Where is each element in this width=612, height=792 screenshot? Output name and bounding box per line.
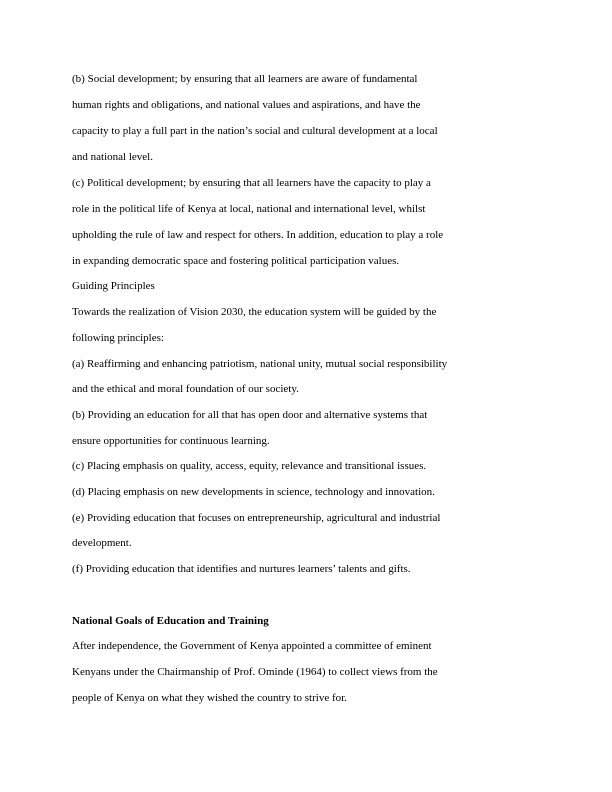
- list-item-line: (a) Reaffirming and enhancing patriotism, national unity, mutual social responsibility: [72, 358, 448, 370]
- list-item-line: (e) Providing education that focuses on entrepreneurship, agricultural and industrial: [72, 512, 441, 524]
- list-item-line: and the ethical and moral foundation of our society.: [72, 383, 299, 395]
- paragraph-line: in expanding democratic space and fostering political participation values.: [72, 255, 400, 267]
- paragraph-line: role in the political life of Kenya at local, national and international level, whilst: [72, 203, 426, 215]
- list-item-line: development.: [72, 537, 132, 549]
- list-item-line: (d) Placing emphasis on new developments in science, technology and innovation.: [72, 486, 435, 498]
- list-item-line: ensure opportunities for continuous learning.: [72, 435, 270, 447]
- paragraph-line: capacity to play a full part in the nation’s social and cultural development at a local: [72, 125, 438, 137]
- list-item-line: (b) Providing an education for all that has open door and alternative systems that: [72, 409, 428, 421]
- section-heading: Guiding Principles: [72, 280, 155, 292]
- paragraph-line: upholding the rule of law and respect for others. In addition, education to play a role: [72, 229, 444, 241]
- paragraph-line: After independence, the Government of Kenya appointed a committee of eminent: [72, 640, 432, 652]
- paragraph-line: and national level.: [72, 151, 153, 163]
- list-item-line: (f) Providing education that identifies and nurtures learners’ talents and gifts.: [72, 563, 411, 575]
- paragraph-line: Kenyans under the Chairmanship of Prof. Ominde (1964) to collect views from the: [72, 666, 438, 678]
- section-heading-bold: National Goals of Education and Training: [72, 615, 269, 627]
- paragraph-line: human rights and obligations, and national values and aspirations, and have the: [72, 99, 421, 111]
- paragraph-line: Towards the realization of Vision 2030, the education system will be guided by the: [72, 306, 437, 318]
- paragraph-line: following principles:: [72, 332, 164, 344]
- paragraph-line: people of Kenya on what they wished the country to strive for.: [72, 692, 347, 704]
- paragraph-line: (b) Social development; by ensuring that all learners are aware of fundamental: [72, 73, 418, 85]
- paragraph-line: (c) Political development; by ensuring that all learners have the capacity to play a: [72, 177, 431, 189]
- list-item-line: (c) Placing emphasis on quality, access, equity, relevance and transitional issues.: [72, 460, 427, 472]
